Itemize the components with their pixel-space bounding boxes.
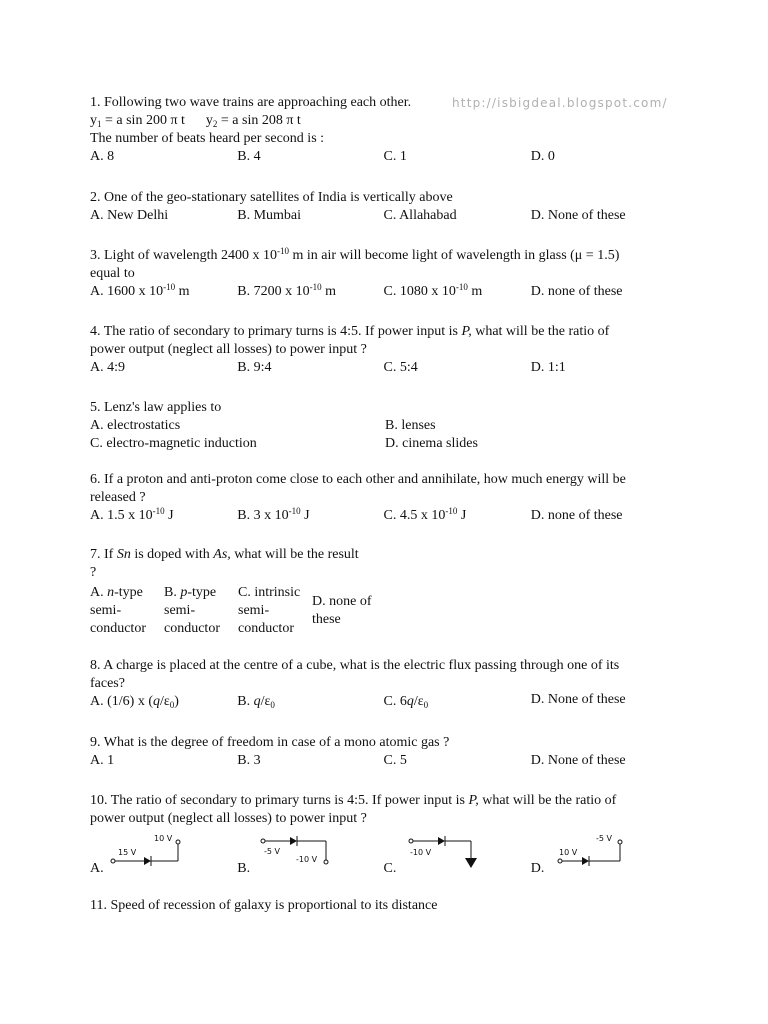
- left-voltage-label: 15 V: [118, 848, 137, 857]
- question-2: [90, 189, 680, 225]
- question-text: [90, 546, 390, 564]
- option-b: B. Mumbai: [237, 208, 302, 223]
- options-row-2: [90, 435, 680, 453]
- option-exponent: -10: [152, 506, 165, 516]
- question-text-2: The number of beats heard per second is :: [90, 131, 325, 146]
- output-terminal: [618, 840, 622, 844]
- diode-circuit-a: [108, 830, 188, 870]
- option-label: B.: [237, 694, 254, 709]
- question-text: [90, 323, 680, 341]
- option-a: A. 4:9: [90, 360, 125, 375]
- option-exponent: -10: [163, 282, 176, 292]
- right-voltage-label: -5 V: [596, 834, 612, 843]
- text-part: what will be the ratio of: [478, 793, 617, 808]
- output-terminal: [176, 840, 180, 844]
- option-c: C.: [383, 861, 397, 876]
- right-voltage-label: 10 V: [154, 834, 173, 843]
- eq-1-symbol: y: [90, 113, 97, 128]
- close-paren: ): [174, 694, 179, 709]
- option-base: A. 1.5 x 10: [90, 508, 153, 523]
- question-1: [90, 94, 680, 166]
- option-unit: J: [300, 508, 310, 523]
- text-part: 4. The ratio of secondary to primary turns is 4:5. If power input is: [90, 324, 462, 339]
- right-voltage-label: -10 V: [296, 855, 318, 864]
- question-text: 6. If a proton and anti-proton come close to each other and annihilate, how much energy will be: [90, 472, 626, 487]
- option-c: C. electro-magnetic induction: [90, 436, 257, 451]
- question-9: [90, 734, 680, 770]
- option-label: C. 6: [383, 694, 407, 709]
- option-b: [237, 507, 383, 525]
- option-a: A.: [90, 861, 104, 876]
- subscript: 0: [169, 700, 175, 710]
- question-text: 8. A charge is placed at the centre of a cube, what is the electric flux passing through one of its: [90, 658, 620, 673]
- option-line: semi-: [238, 603, 270, 618]
- text-part: what will be the ratio of: [471, 324, 610, 339]
- option-c: C. 5: [383, 753, 407, 768]
- eq-2-body: = a sin 208 π t: [217, 113, 301, 128]
- option-a: A. New Delhi: [90, 208, 169, 223]
- option-b: [237, 693, 383, 711]
- question-text-2: equal to: [90, 266, 135, 281]
- italic-n: n: [107, 585, 115, 600]
- option-d: D. 1:1: [530, 360, 566, 375]
- left-voltage-label: -5 V: [264, 847, 280, 856]
- option-line: [164, 584, 238, 602]
- option-base: A. 1600 x 10: [90, 284, 164, 299]
- option-unit: m: [467, 284, 483, 299]
- option-a: [90, 283, 237, 301]
- text-part: 7. If: [90, 547, 117, 562]
- circuit-a: [108, 830, 188, 870]
- circuit-d: [552, 830, 632, 870]
- option-d: D.: [530, 861, 545, 876]
- option-base: C. 4.5 x 10: [383, 508, 446, 523]
- question-text: 2. One of the geo-stationary satellites of India is vertically above: [90, 190, 453, 205]
- eq-1-subscript: 1: [97, 119, 102, 129]
- text-part: m in air will become light of wavelength in glass (μ = 1.5): [289, 248, 620, 263]
- question-text: 5. Lenz's law applies to: [90, 400, 222, 415]
- question-text-2: power output (neglect all losses) to power input ?: [90, 342, 367, 357]
- wave-equations: [90, 112, 680, 130]
- option-line: conductor: [238, 621, 294, 636]
- input-terminal: [558, 859, 562, 863]
- option-a: A. 8: [90, 149, 115, 164]
- exponent: -10: [277, 246, 290, 256]
- option-text: -type: [187, 585, 217, 600]
- option-exponent: -10: [445, 506, 458, 516]
- question-text-2: released ?: [90, 490, 146, 505]
- options-table: [90, 584, 390, 638]
- options-row-1: [90, 417, 680, 435]
- eq-2-subscript: 2: [212, 119, 218, 129]
- italic-p: P,: [468, 793, 479, 808]
- italic-as: As,: [213, 547, 231, 562]
- left-voltage-label: 10 V: [559, 848, 578, 857]
- options: [90, 207, 680, 225]
- option-unit: m: [321, 284, 336, 299]
- option-line: C. intrinsic: [238, 585, 301, 600]
- option-a: A. electrostatics: [90, 418, 181, 433]
- options: [90, 359, 680, 377]
- option-exponent: -10: [309, 282, 322, 292]
- options: [90, 283, 680, 301]
- epsilon: /ε: [413, 694, 424, 709]
- diode-circuit-d: [552, 830, 632, 870]
- option-d: D. None of these: [530, 692, 626, 707]
- option-line: semi-: [90, 603, 122, 618]
- left-voltage-label: -10 V: [410, 848, 432, 857]
- options: [90, 752, 680, 770]
- question-text: [90, 247, 680, 265]
- text-part: is doped with: [130, 547, 214, 562]
- question-4: [90, 323, 680, 377]
- option-d: D. 0: [530, 149, 555, 164]
- option-d: D. cinema slides: [385, 436, 478, 451]
- diode-icon: [290, 837, 297, 845]
- question-6: [90, 471, 680, 525]
- subscript: 0: [270, 700, 275, 710]
- options: [90, 148, 680, 166]
- option-line: these: [312, 612, 341, 627]
- circuit-c: [404, 832, 484, 872]
- watermark: http://isbigdeal.blogspot.com/: [452, 96, 668, 110]
- option-b: B. 9:4: [237, 360, 272, 375]
- question-text-2: ?: [90, 565, 97, 580]
- diode-icon: [144, 857, 151, 865]
- option-exponent: -10: [455, 282, 468, 292]
- eq-2-symbol: y: [205, 113, 213, 128]
- option-line: semi-: [164, 603, 196, 618]
- text-part: 10. The ratio of secondary to primary turns is 4:5. If power input is: [90, 793, 469, 808]
- italic-p: p: [180, 585, 188, 600]
- option-b: B. 3: [237, 753, 261, 768]
- question-text: 1. Following two wave trains are approaching each other.: [90, 95, 412, 110]
- ground-arrow-icon: [465, 858, 477, 868]
- option-b: [237, 283, 383, 301]
- italic-q: q: [406, 694, 414, 709]
- option-unit: m: [175, 284, 190, 299]
- option-c: [384, 507, 531, 525]
- question-7: [90, 546, 390, 638]
- italic-sn: Sn: [116, 547, 131, 562]
- italic-q: q: [253, 694, 261, 709]
- option-text: -type: [114, 585, 143, 600]
- option-c: [384, 693, 531, 711]
- question-8: [90, 657, 680, 711]
- eq-1-body: = a sin 200 π t: [101, 113, 185, 128]
- text-part: 3. Light of wavelength 2400 x 10: [90, 248, 278, 263]
- question-text: 11. Speed of recession of galaxy is proportional to its distance: [90, 898, 438, 913]
- option-label: A. (1/6) x (: [90, 694, 153, 709]
- option-unit: J: [164, 508, 174, 523]
- option-c: C. 1: [383, 149, 407, 164]
- question-text-2: faces?: [90, 676, 125, 691]
- question-text: [90, 792, 680, 810]
- option-b: B. 4: [237, 149, 261, 164]
- question-5: [90, 399, 680, 453]
- diode-circuit-c: [404, 832, 484, 872]
- option-a: [90, 693, 237, 711]
- option-line: conductor: [164, 621, 220, 636]
- option-c: C. Allahabad: [383, 208, 457, 223]
- option-d: D. None of these: [530, 753, 626, 768]
- option-c: C. 5:4: [383, 360, 418, 375]
- option-line: D. none of: [312, 594, 372, 609]
- circuit-b: [256, 832, 336, 870]
- option-d: D. None of these: [530, 208, 626, 223]
- input-terminal: [409, 839, 413, 843]
- option-label: B.: [164, 585, 181, 600]
- output-terminal: [324, 860, 328, 864]
- epsilon: /ε: [160, 694, 170, 709]
- option-c: [384, 283, 531, 301]
- question-10: [90, 792, 680, 828]
- italic-p: P,: [461, 324, 472, 339]
- options: [90, 693, 680, 711]
- diode-icon: [438, 837, 445, 845]
- option-c: [238, 584, 312, 638]
- options: [90, 507, 680, 525]
- option-b: B. lenses: [385, 418, 436, 433]
- epsilon: /ε: [260, 694, 271, 709]
- option-b: B.: [237, 861, 251, 876]
- question-11: [90, 897, 680, 915]
- option-unit: J: [457, 508, 467, 523]
- option-d: [312, 584, 386, 638]
- option-d: D. none of these: [530, 508, 623, 523]
- option-label: A.: [90, 585, 108, 600]
- option-line: [90, 584, 164, 602]
- option-base: B. 7200 x 10: [237, 284, 310, 299]
- diode-circuit-b: [256, 832, 336, 870]
- input-terminal: [111, 859, 115, 863]
- question-text: 9. What is the degree of freedom in case of a mono atomic gas ?: [90, 735, 450, 750]
- italic-q: q: [153, 694, 160, 709]
- option-base: B. 3 x 10: [237, 508, 289, 523]
- option-b: [164, 584, 238, 638]
- option-base: C. 1080 x 10: [383, 284, 456, 299]
- option-d: D. none of these: [530, 284, 623, 299]
- option-a: A. 1: [90, 753, 115, 768]
- subscript: 0: [423, 700, 429, 710]
- diode-icon: [582, 857, 589, 865]
- option-line: conductor: [90, 621, 146, 636]
- option-a: [90, 584, 164, 638]
- question-text-2: power output (neglect all losses) to power input ?: [90, 811, 367, 826]
- text-part: what will be the result: [230, 547, 359, 562]
- question-3: [90, 247, 680, 301]
- option-exponent: -10: [288, 506, 301, 516]
- option-a: [90, 507, 237, 525]
- input-terminal: [261, 839, 265, 843]
